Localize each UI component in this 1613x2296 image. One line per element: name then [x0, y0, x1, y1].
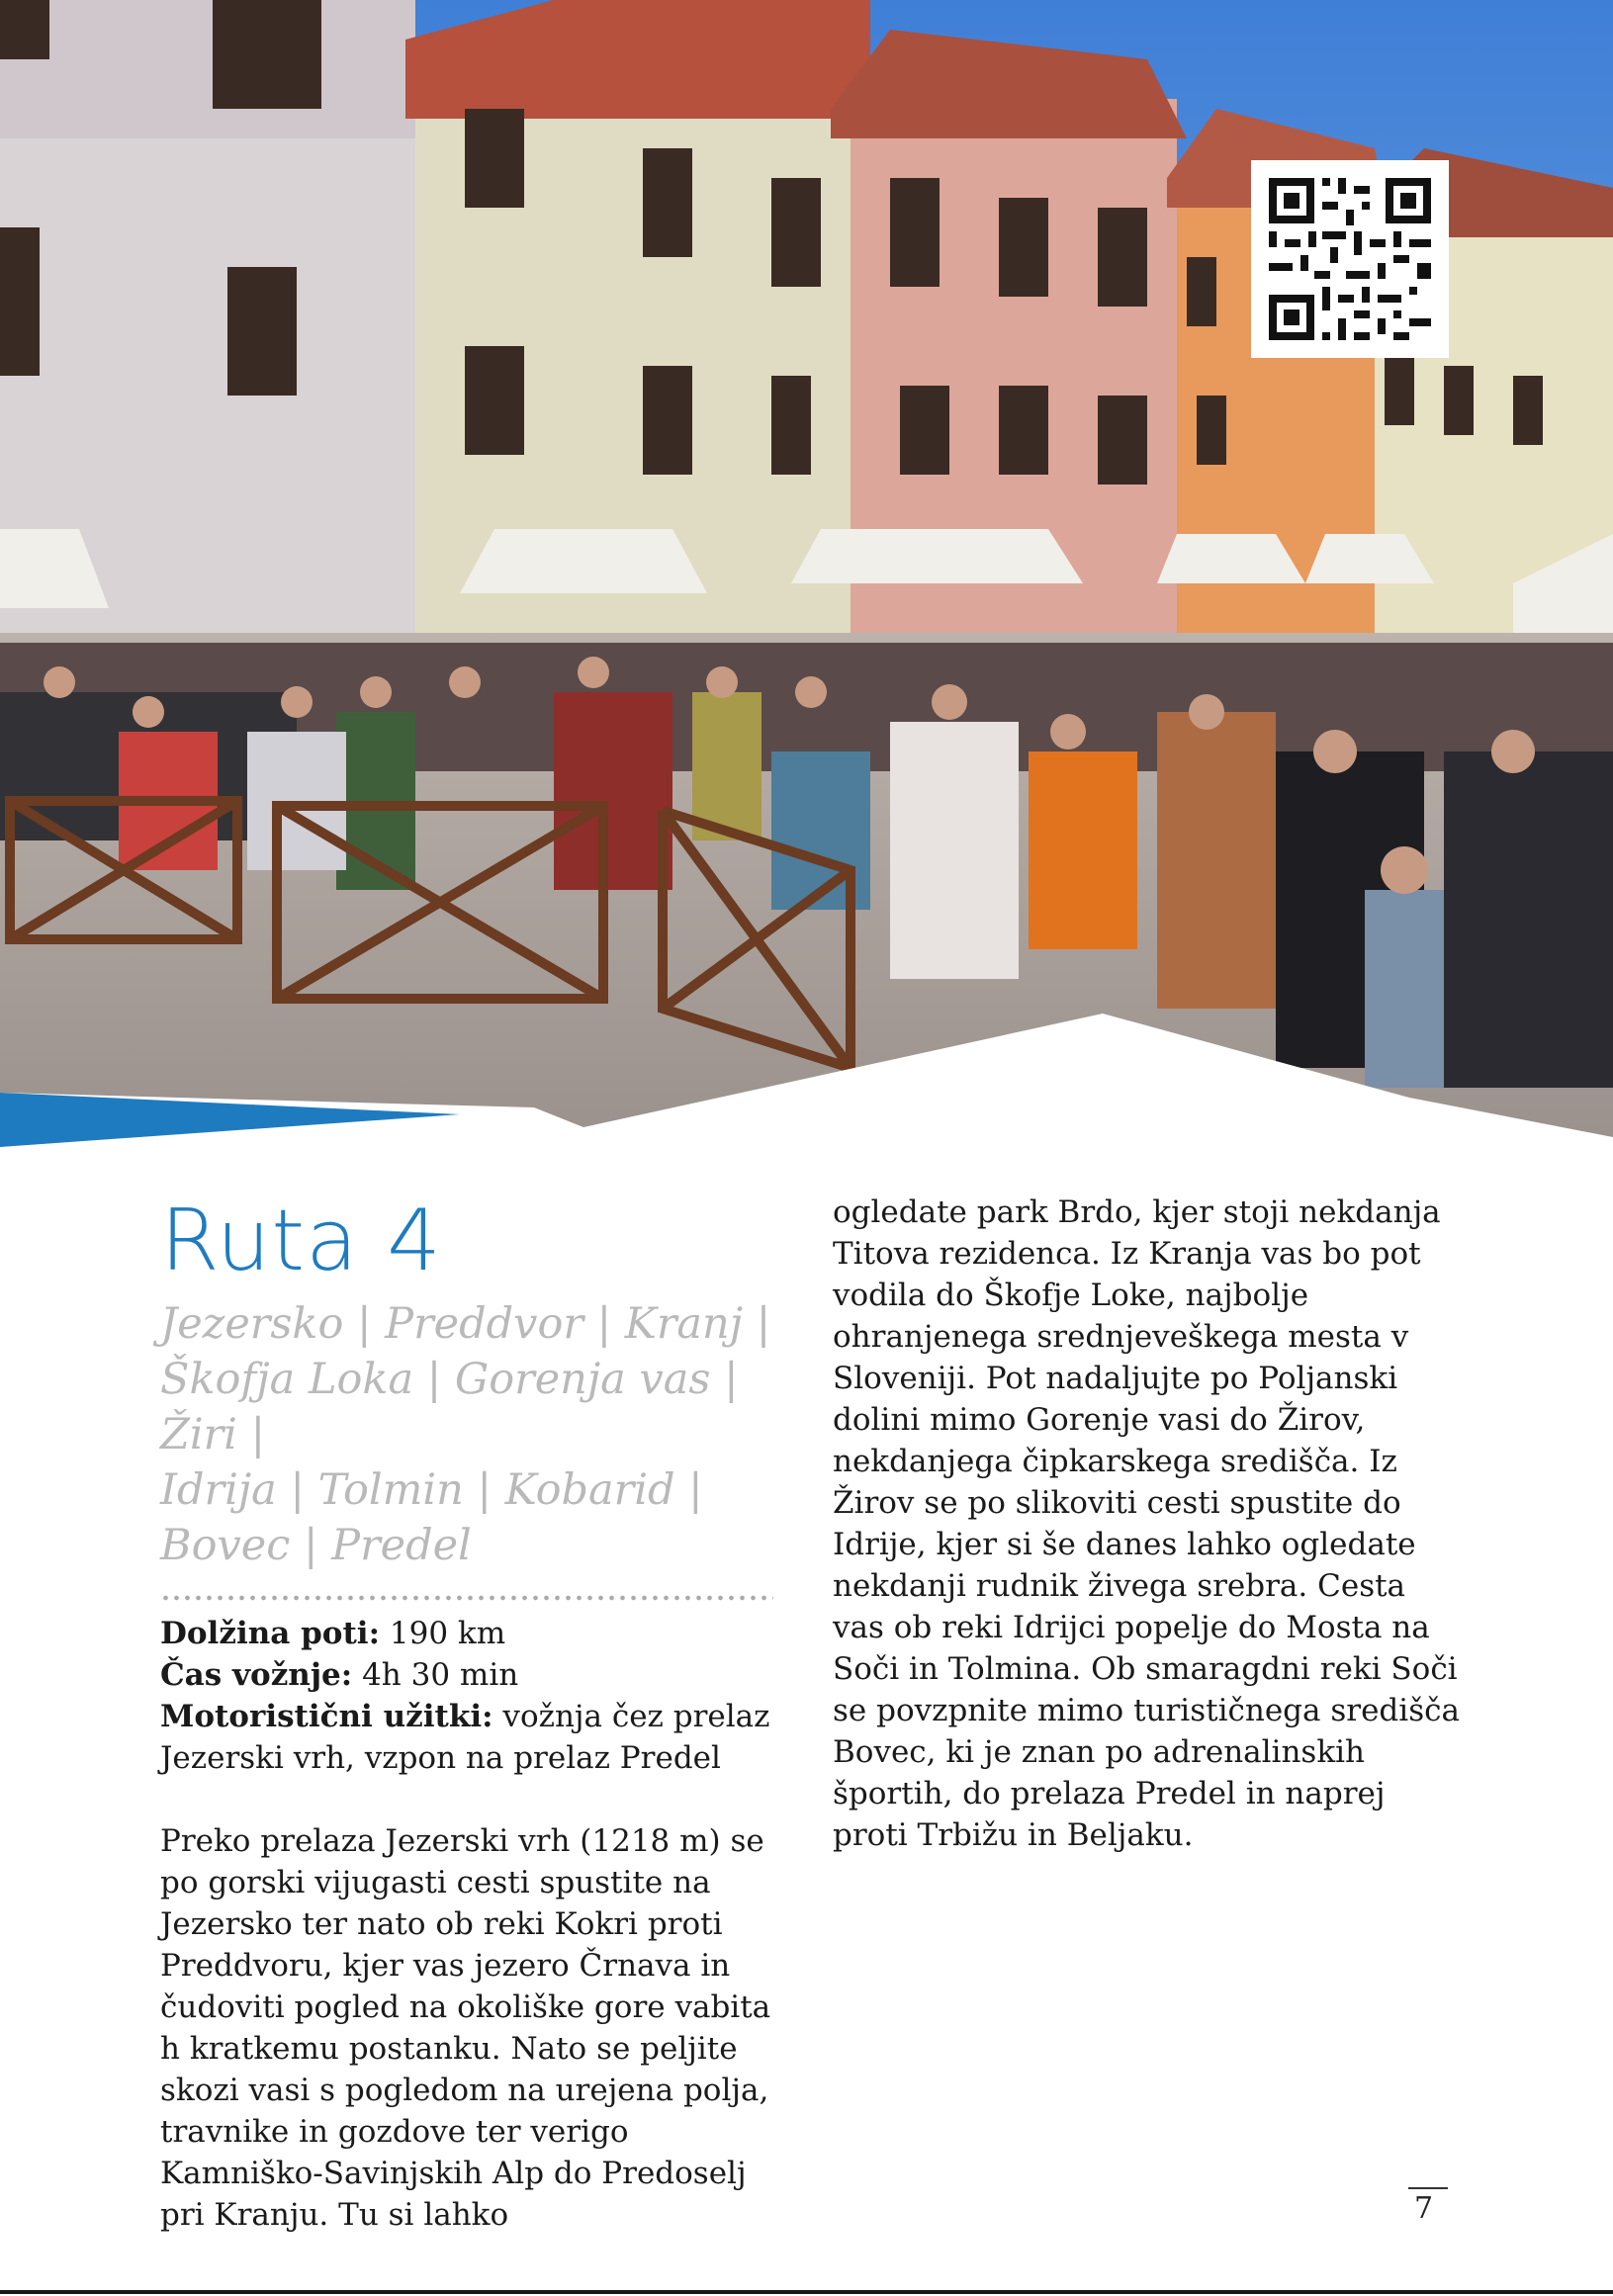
towns-line: Bovec | Predel — [160, 1521, 472, 1570]
highlights-value: vožnja čez prelaz Jezerski vrh, vzpon na prelaz Predel — [160, 1699, 770, 1776]
page-number: 7 — [1414, 2191, 1434, 2226]
qr-code[interactable] — [1251, 160, 1449, 358]
length-value: 190 km — [380, 1616, 506, 1651]
page-number-rule — [1408, 2187, 1448, 2189]
route-highlights — [160, 1696, 783, 1779]
body-text-left: Preko prelaza Jezerski vrh (1218 m) se po gorski vijugasti cesti spustite na Jezersko ter nato ob reki Kokri proti Preddvoru, kjer vas jezero Črnava in čudoviti pogled na okoliške gore vabita h kratkemu postanku. Nato se peljite skozi vasi s pogledom na urejena polja, travnike in gozdove ter verigo Kamniško-Savinjskih Alp do Predoselj pri Kranju. Tu si lahko — [160, 1823, 771, 2233]
route-length — [160, 1613, 783, 1654]
towns-line: Idrija | Tolmin | Kobarid | — [160, 1465, 703, 1515]
towns-line: Jezersko | Preddvor | Kranj | — [160, 1299, 771, 1349]
right-column — [833, 1192, 1466, 1856]
qr-code-icon — [1251, 160, 1449, 358]
body-text-right: ogledate park Brdo, kjer stoji nekdanja Titova rezidenca. Iz Kranja vas bo pot vodila do Škofje Loke, najbolje ohranjenega srednjeveškega mesta v Sloveniji. Pot nadaljujte po Poljanski dolini mimo Gorenje vasi do Žirov, nekdanjega čipkarskega središča. Iz Žirov se po slikoviti cesti spustite do Idrije, kjer si še danes lahko ogledate nekdanji rudnik živega srebra. Cesta vas ob reki Idrijci popelje do Mosta na Soči in Tolmina. Ob smaragdni reki Soči se povzpnite mimo turističnega središča Bovec, ki je znan po adrenalinskih športih, do prelaza Predel in naprej proti Trbižu in Beljaku. — [833, 1194, 1460, 1853]
time-value: 4h 30 min — [352, 1657, 519, 1693]
length-label: Dolžina poti: — [160, 1616, 381, 1651]
time-label: Čas vožnje: — [160, 1657, 353, 1693]
highlights-label: Motoristični užitki: — [160, 1699, 493, 1734]
route-towns — [160, 1296, 783, 1573]
route-title: Ruta 4 — [160, 1192, 442, 1290]
left-column — [160, 1192, 783, 2236]
dotted-divider — [160, 1595, 773, 1601]
bottom-rule — [0, 2290, 1613, 2294]
towns-line: Škofja Loka | Gorenja vas | Žiri | — [160, 1355, 739, 1459]
route-time — [160, 1654, 783, 1696]
